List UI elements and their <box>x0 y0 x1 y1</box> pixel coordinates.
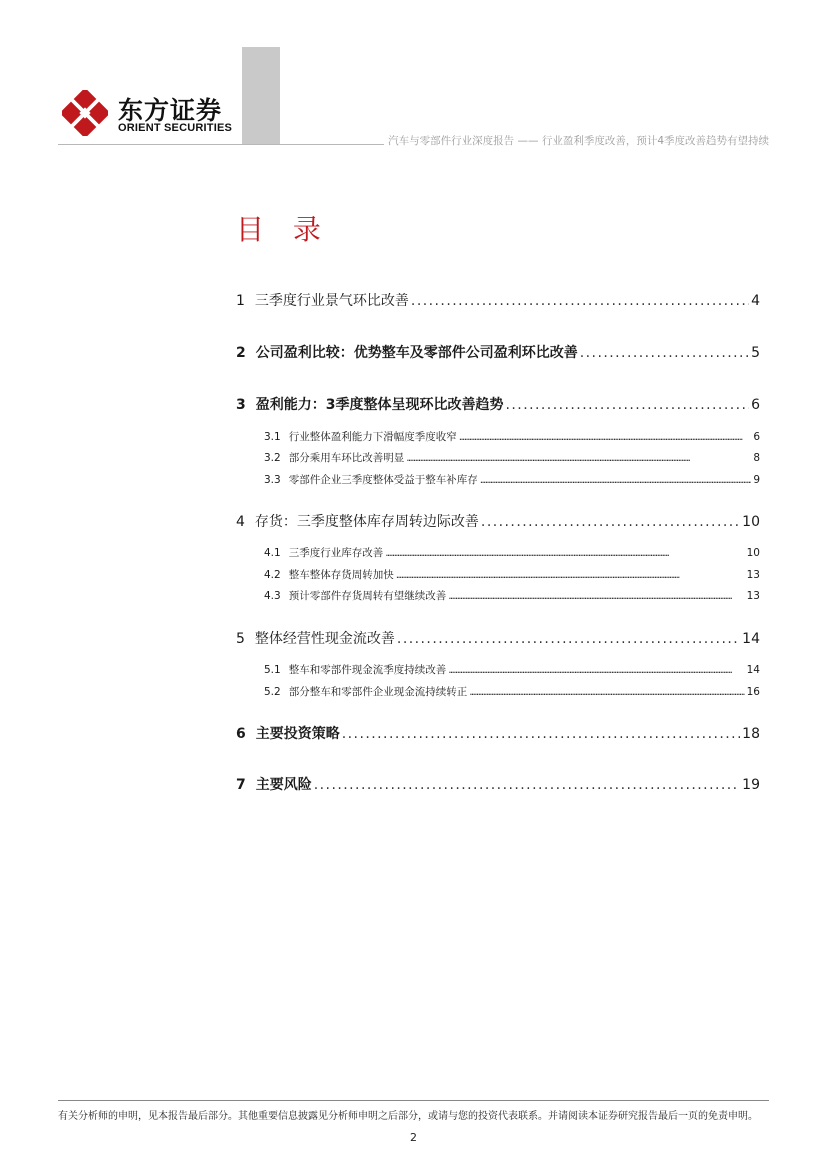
toc-entry[interactable] <box>236 511 760 531</box>
footer-divider <box>58 1100 769 1101</box>
report-subtitle: 汽车与零部件行业深度报告 —— 行业盈利季度改善，预计4季度改善趋势有望持续 <box>384 133 769 148</box>
toc-entry[interactable] <box>236 628 760 648</box>
toc-entry-page: 6 <box>751 397 760 413</box>
toc-entry-page: 5 <box>751 345 760 361</box>
toc-leader-dots <box>385 547 744 559</box>
toc-entry-number: 5.2 <box>264 686 281 698</box>
logo-english-name: ORIENT SECURITIES <box>118 122 233 134</box>
toc-leader-dots <box>448 664 744 676</box>
toc-entry[interactable] <box>236 394 760 414</box>
logo-chinese-name: 东方证券 <box>118 96 223 125</box>
toc-entry-page: 9 <box>753 474 760 486</box>
toc-entry-page: 10 <box>742 514 760 530</box>
toc-entry-number: 7 <box>236 777 246 793</box>
toc-entry-number: 2 <box>236 345 246 361</box>
header-accent-block <box>242 47 280 144</box>
toc-entry-label: 零部件企业三季度整体受益于整车补库存 <box>288 474 478 486</box>
toc-entry-label: 主要投资策略 <box>255 726 340 742</box>
toc-entry-label: 预计零部件存货周转有望继续改善 <box>288 590 447 602</box>
toc-entry-page: 13 <box>746 590 760 602</box>
toc-entry-page: 6 <box>753 431 760 443</box>
toc-entry-number: 4.3 <box>264 590 281 602</box>
toc-entry-number: 6 <box>236 726 246 742</box>
toc-entry-label: 三季度行业库存改善 <box>288 547 384 559</box>
toc-subentry[interactable] <box>264 684 760 699</box>
toc-leader-dots <box>406 452 751 464</box>
toc-entry-number: 5 <box>236 631 245 647</box>
toc-entry-number: 3.3 <box>264 474 281 486</box>
toc-entry-number: 3.1 <box>264 431 281 443</box>
toc-entry-page: 19 <box>742 777 760 793</box>
toc-subentry[interactable] <box>264 450 760 465</box>
orient-logo-icon <box>62 90 108 136</box>
toc-leader-dots <box>396 569 745 581</box>
toc-entry-label: 整车整体存货周转加快 <box>288 569 394 581</box>
toc-leader-dots <box>459 431 752 443</box>
toc-entry[interactable] <box>236 723 760 743</box>
toc-leader-dots <box>506 397 750 413</box>
toc-entry-page: 4 <box>751 293 760 309</box>
toc-entry-label: 存货：三季度整体库存周转边际改善 <box>254 514 479 530</box>
toc-leader-dots <box>469 686 744 698</box>
toc-subentry[interactable] <box>264 472 760 487</box>
toc-entry-label: 部分整车和零部件企业现金流持续转正 <box>288 686 468 698</box>
toc-entry-page: 8 <box>753 452 760 464</box>
toc-entry-label: 三季度行业景气环比改善 <box>254 293 409 309</box>
toc-entry-page: 14 <box>746 664 760 676</box>
toc-entry-page: 18 <box>742 726 760 742</box>
toc-entry[interactable] <box>236 774 760 794</box>
toc-leader-dots <box>342 726 740 742</box>
toc-entry-number: 4 <box>236 514 245 530</box>
toc-entry-label: 整体经营性现金流改善 <box>254 631 395 647</box>
toc-leader-dots <box>480 474 752 486</box>
toc-entry[interactable] <box>236 290 760 310</box>
toc-entry-label: 主要风险 <box>255 777 312 793</box>
toc-leader-dots <box>481 514 740 530</box>
toc-leader-dots <box>580 345 749 361</box>
toc-entry-page: 13 <box>746 569 760 581</box>
toc-entry-number: 5.1 <box>264 664 281 676</box>
toc-entry-number: 1 <box>236 293 245 309</box>
toc-subentry[interactable] <box>264 567 760 582</box>
toc-title: 目 录 <box>236 213 331 246</box>
toc-entry-label: 公司盈利比较：优势整车及零部件公司盈利环比改善 <box>255 345 578 361</box>
toc-entry[interactable] <box>236 342 760 362</box>
toc-entry-number: 3 <box>236 397 246 413</box>
page-number: 2 <box>410 1131 417 1144</box>
toc-entry-label: 部分乘用车环比改善明显 <box>288 452 405 464</box>
toc-subentry[interactable] <box>264 662 760 677</box>
footer-disclaimer: 有关分析师的申明，见本报告最后部分。其他重要信息披露见分析师申明之后部分，或请与您的投资代表联系。并请阅读本证券研究报告最后一页的免责申明。 <box>58 1111 758 1122</box>
toc-subentry[interactable] <box>264 429 760 444</box>
toc-leader-dots <box>411 293 749 309</box>
toc-entry-number: 4.2 <box>264 569 281 581</box>
toc-entry-number: 3.2 <box>264 452 281 464</box>
toc-leader-dots <box>397 631 740 647</box>
toc-entry-label: 盈利能力：3季度整体呈现环比改善趋势 <box>255 397 504 413</box>
toc-entry-label: 行业整体盈利能力下滑幅度季度收窄 <box>288 431 457 443</box>
toc-entry-page: 16 <box>746 686 760 698</box>
toc-entry-page: 10 <box>746 547 760 559</box>
toc-entry-label: 整车和零部件现金流季度持续改善 <box>288 664 447 676</box>
toc-leader-dots <box>448 590 744 602</box>
toc-subentry[interactable] <box>264 545 760 560</box>
toc-entry-page: 14 <box>742 631 760 647</box>
toc-leader-dots <box>314 777 740 793</box>
toc-entry-number: 4.1 <box>264 547 281 559</box>
toc-subentry[interactable] <box>264 588 760 603</box>
